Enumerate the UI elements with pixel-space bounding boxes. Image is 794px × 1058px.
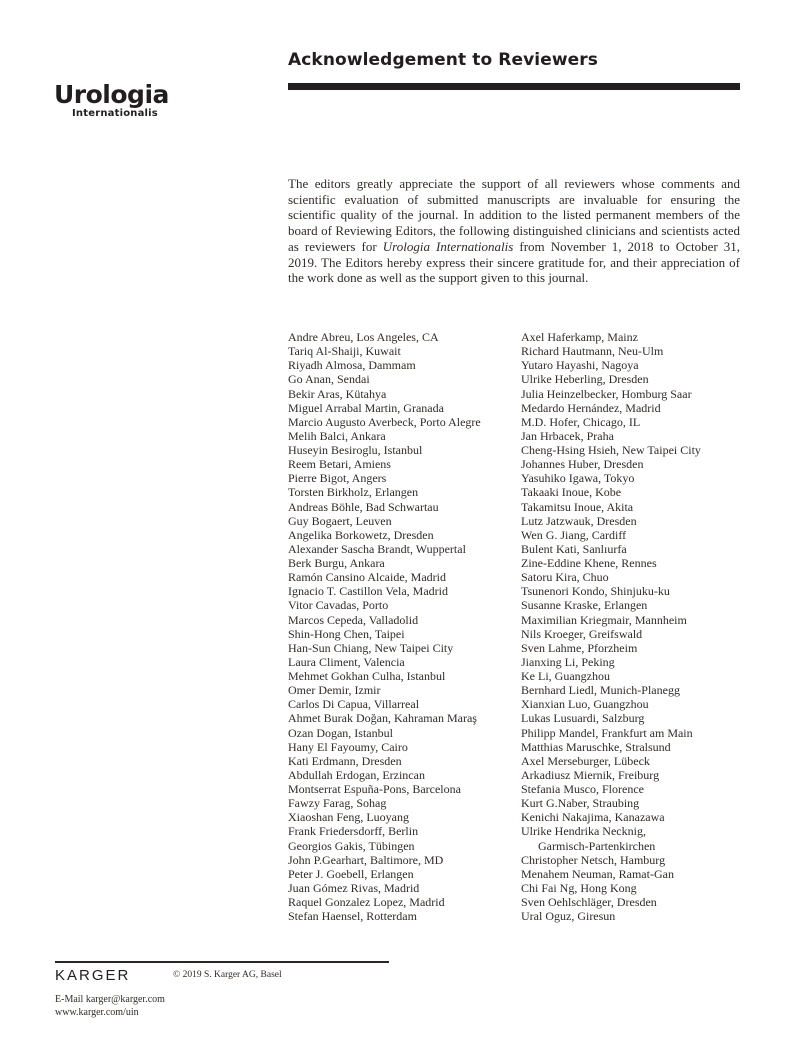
reviewer-entry: Xiaoshan Feng, Luoyang	[288, 810, 409, 825]
reviewer-entry: Reem Betari, Amiens	[288, 457, 391, 472]
reviewer-entry: Torsten Birkholz, Erlangen	[288, 485, 419, 500]
reviewer-entry: Kenichi Nakajima, Kanazawa	[521, 810, 665, 825]
copyright-text: © 2019 S. Karger AG, Basel	[173, 970, 282, 980]
reviewer-entry: Yutaro Hayashi, Nagoya	[521, 358, 639, 373]
reviewer-entry: Angelika Borkowetz, Dresden	[288, 527, 434, 542]
reviewer-entry: Abdullah Erdogan, Erzincan	[288, 767, 425, 782]
reviewer-entry: Peter J. Goebell, Erlangen	[288, 866, 414, 881]
reviewer-entry: Sven Oehlschläger, Dresden	[521, 895, 657, 909]
journal-logo-title: Urologia	[54, 80, 169, 109]
reviewer-entry: Johannes Huber, Dresden	[521, 457, 644, 472]
reviewer-entry: Arkadiusz Miernik, Freiburg	[521, 767, 660, 782]
karger-logo: KARGER	[55, 967, 131, 984]
reviewer-entry: Miguel Arrabal Martin, Granada	[288, 400, 444, 415]
reviewer-entry: Ramón Cansino Alcaide, Madrid	[288, 570, 446, 585]
reviewer-entry: Philipp Mandel, Frankfurt am Main	[521, 725, 693, 740]
reviewer-entry: Laura Climent, Valencia	[288, 654, 405, 669]
reviewer-entry: Stefan Haensel, Rotterdam	[288, 909, 417, 924]
reviewer-entry: Pierre Bigot, Angers	[288, 471, 387, 486]
reviewer-entry: Ulrike Hendrika Necknig,	[521, 824, 646, 839]
reviewer-entry: Satoru Kira, Chuo	[521, 570, 609, 585]
footer-rule	[55, 961, 389, 963]
reviewer-entry: Medardo Hernández, Madrid	[521, 400, 661, 415]
reviewer-columns	[288, 330, 760, 923]
reviewer-entry: M.D. Hofer, Chicago, IL	[521, 414, 641, 429]
journal-logo-subtitle: Internationalis	[72, 108, 158, 119]
intro-text-2: from November 1, 2018 to October 31, 2019. The Editors hereby express their sincere gratitude for, and their appreciation of the work done as well as the support given to this journal.	[288, 238, 740, 286]
reviewer-entry: Montserrat Espuña-Pons, Barcelona	[288, 782, 461, 796]
reviewer-entry: Zine-Eddine Khene, Rennes	[521, 556, 657, 570]
reviewer-entry: Matthias Maruschke, Stralsund	[521, 739, 671, 754]
reviewer-entry: Carlos Di Capua, Villarreal	[288, 697, 420, 712]
page-title: Acknowledgement to Reviewers	[288, 50, 598, 70]
reviewer-entry: Takamitsu Inoue, Akita	[521, 499, 634, 514]
reviewer-entry: Jan Hrbacek, Praha	[521, 428, 614, 443]
reviewer-entry: Riyadh Almosa, Dammam	[288, 358, 416, 373]
reviewer-entry: Ignacio T. Castillon Vela, Madrid	[288, 584, 448, 599]
reviewer-entry: Axel Haferkamp, Mainz	[521, 330, 638, 344]
reviewer-entry: Omer Demir, Izmir	[288, 683, 381, 698]
reviewer-entry: Yasuhiko Igawa, Tokyo	[521, 471, 635, 486]
journal-name-italic: Urologia Internationalis	[382, 238, 514, 254]
reviewer-entry: Ahmet Burak Doğan, Kahraman Maraş	[288, 711, 477, 726]
reviewer-entry: Marcio Augusto Averbeck, Porto Alegre	[288, 414, 481, 429]
reviewer-entry: Raquel Gonzalez Lopez, Madrid	[288, 895, 445, 909]
reviewer-entry: Alexander Sascha Brandt, Wuppertal	[288, 541, 466, 556]
reviewer-entry: Bekir Aras, Kütahya	[288, 386, 387, 401]
reviewer-entry: Kurt G.Naber, Straubing	[521, 796, 640, 811]
reviewer-entry: John P.Gearhart, Baltimore, MD	[288, 852, 444, 867]
reviewer-entry: Go Anan, Sendai	[288, 372, 370, 387]
reviewer-entry: Richard Hautmann, Neu-Ulm	[521, 344, 664, 359]
reviewer-entry: Georgios Gakis, Tübingen	[288, 838, 415, 853]
reviewer-entry: Juan Gómez Rivas, Madrid	[288, 880, 420, 895]
intro-text-1: The editors greatly appreciate the support of all reviewers whose comments and scientific evaluation of submitted manuscripts are invaluable for ensuring the scientific quality of the journal. In addition to the listed permanent members of the board of Reviewing Editors, the following distinguished clinicians and scientists acted as reviewers for	[288, 176, 740, 254]
reviewer-entry: Ozan Dogan, Istanbul	[288, 725, 393, 740]
reviewer-entry: Fawzy Farag, Sohag	[288, 796, 387, 811]
reviewer-entry: Berk Burgu, Ankara	[288, 556, 385, 570]
reviewer-entry: Garmisch-Partenkirchen	[538, 838, 656, 853]
reviewer-entry: Ulrike Heberling, Dresden	[521, 372, 649, 387]
reviewer-entry: Kati Erdmann, Dresden	[288, 753, 402, 768]
reviewer-entry: Tsunenori Kondo, Shinjuku-ku	[521, 584, 670, 599]
reviewer-entry: Bernhard Liedl, Munich-Planegg	[521, 683, 680, 698]
reviewer-entry: Bulent Kati, Sanlıurfa	[521, 541, 627, 556]
reviewer-entry: Christopher Netsch, Hamburg	[521, 852, 666, 867]
reviewer-entry: Julia Heinzelbecker, Homburg Saar	[521, 386, 692, 401]
reviewer-entry: Marcos Cepeda, Valladolid	[288, 612, 419, 627]
reviewer-entry: Cheng-Hsing Hsieh, New Taipei City	[521, 443, 701, 457]
reviewer-entry: Guy Bogaert, Leuven	[288, 513, 392, 528]
reviewer-entry: Lukas Lusuardi, Salzburg	[521, 711, 645, 726]
reviewer-entry: Hany El Fayoumy, Cairo	[288, 739, 408, 754]
reviewer-entry: Sven Lahme, Pforzheim	[521, 640, 638, 655]
reviewer-entry: Lutz Jatzwauk, Dresden	[521, 513, 637, 528]
reviewer-entry: Frank Friedersdorff, Berlin	[288, 824, 419, 839]
reviewer-entry: Andre Abreu, Los Angeles, CA	[288, 330, 439, 344]
reviewer-list-left	[288, 330, 521, 923]
reviewer-entry: Mehmet Gokhan Culha, Istanbul	[288, 669, 446, 683]
reviewer-entry: Wen G. Jiang, Cardiff	[521, 527, 627, 542]
reviewer-entry: Menahem Neuman, Ramat-Gan	[521, 866, 674, 881]
reviewer-entry: Melih Balci, Ankara	[288, 428, 386, 443]
publisher-email: E-Mail karger@karger.com	[55, 994, 165, 1005]
reviewer-entry: Ural Oguz, Giresun	[521, 909, 616, 924]
reviewer-entry: Tariq Al-Shaiji, Kuwait	[288, 344, 401, 359]
reviewer-entry: Ke Li, Guangzhou	[521, 669, 610, 683]
publisher-website: www.karger.com/uin	[55, 1007, 139, 1018]
reviewer-entry: Chi Fai Ng, Hong Kong	[521, 880, 637, 895]
reviewer-entry: Shin-Hong Chen, Taipei	[288, 626, 405, 641]
reviewer-entry: Stefania Musco, Florence	[521, 782, 644, 796]
reviewer-entry: Xianxian Luo, Guangzhou	[521, 697, 649, 712]
reviewer-entry: Huseyin Besiroglu, Istanbul	[288, 443, 423, 457]
reviewer-entry: Andreas Böhle, Bad Schwartau	[288, 499, 439, 514]
reviewer-entry: Takaaki Inoue, Kobe	[521, 485, 622, 500]
reviewer-entry: Axel Merseburger, Lübeck	[521, 753, 650, 768]
reviewer-entry: Jianxing Li, Peking	[521, 654, 615, 669]
reviewer-list-right	[521, 330, 760, 923]
reviewer-entry: Nils Kroeger, Greifswald	[521, 626, 643, 641]
reviewer-entry: Han-Sun Chiang, New Taipei City	[288, 640, 454, 655]
reviewer-entry: Maximilian Kriegmair, Mannheim	[521, 612, 687, 627]
reviewer-entry: Susanne Kraske, Erlangen	[521, 598, 648, 613]
intro-paragraph	[288, 176, 740, 286]
reviewer-entry: Vitor Cavadas, Porto	[288, 598, 389, 613]
header-rule	[288, 83, 740, 90]
